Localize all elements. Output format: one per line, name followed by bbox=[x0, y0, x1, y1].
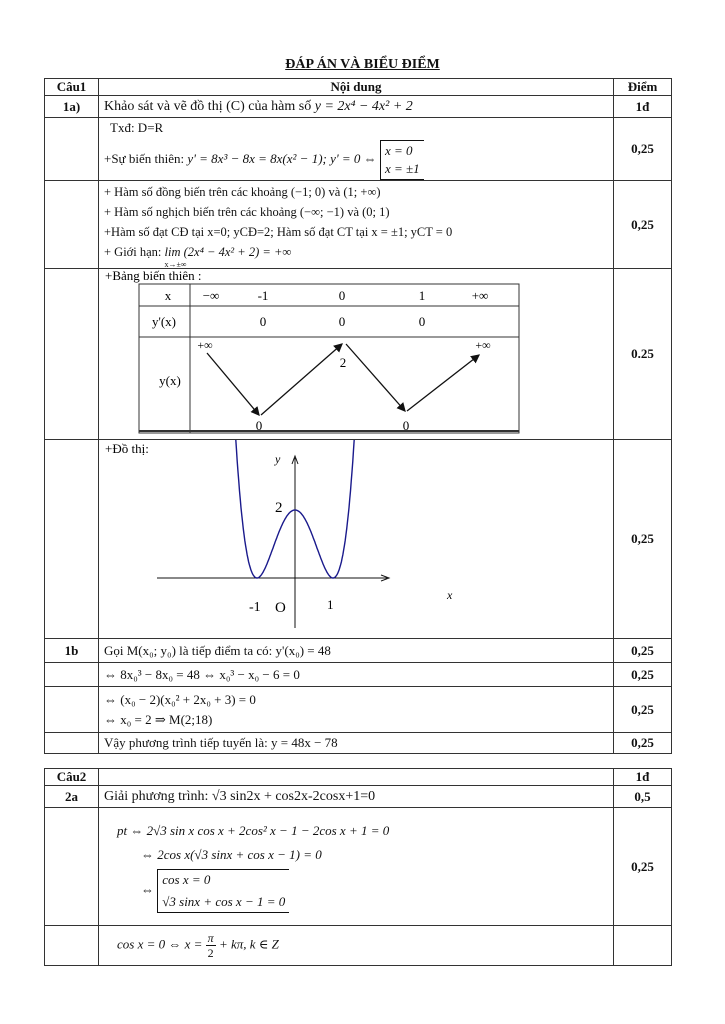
question-text: Giải phương trình: √3 sin2x + cos2x-2cosx+1=0 bbox=[99, 786, 614, 808]
graph-axis-x: x bbox=[447, 588, 453, 602]
row-text: Vậy phương trình tiếp tuyến là: y = 48x − 78 bbox=[99, 733, 614, 754]
score: 0,5 bbox=[614, 786, 672, 808]
row-text-line-2: ⇔ x₀ = 2 ⇒ M(2;18) bbox=[104, 711, 213, 727]
graph-origin: O bbox=[275, 600, 286, 616]
score: 0,25 bbox=[614, 687, 672, 733]
page-title: ĐÁP ÁN VÀ BIỂU ĐIỂM bbox=[285, 57, 440, 72]
yprime-zero-2: 0 bbox=[338, 314, 346, 329]
header-cau: Câu2 bbox=[45, 769, 99, 786]
variation-label: +Sự biến thiên: bbox=[104, 150, 185, 166]
table-header-row bbox=[45, 79, 672, 96]
score: 0,25 bbox=[614, 808, 672, 926]
question-text: Khảo sát và vẽ đồ thị (C) của hàm số bbox=[104, 98, 312, 114]
domain-text: Txđ: D=R bbox=[110, 120, 164, 135]
limit-label: + Giới hạn: bbox=[104, 244, 162, 259]
equiv-arrow: ⇔ bbox=[141, 881, 154, 897]
yval-max: 2 bbox=[339, 355, 347, 370]
extrema-text: +Hàm số đạt CĐ tại x=0; yCĐ=2; Hàm số đạt CT tại x = ±1; yCT = 0 bbox=[104, 224, 453, 239]
variation-table-label: +Bảng biến thiên : bbox=[105, 269, 202, 283]
table-header-row bbox=[45, 769, 672, 786]
solution-line-2: ⇔ 2cos x(√3 sinx + cos x − 1) = 0 bbox=[141, 846, 322, 862]
xrow-minus-one: -1 bbox=[257, 288, 269, 303]
question-label: 1b bbox=[45, 639, 99, 663]
table-row bbox=[45, 181, 672, 269]
table-row bbox=[45, 118, 672, 181]
y-label: y(x) bbox=[159, 373, 181, 388]
score: 0.25 bbox=[614, 269, 672, 440]
table-row bbox=[45, 96, 672, 118]
table-row bbox=[45, 663, 672, 687]
header-score: 1đ bbox=[614, 769, 672, 786]
score: 1đ bbox=[614, 96, 672, 118]
score: 0,25 bbox=[614, 733, 672, 754]
header-score: Điểm bbox=[614, 79, 672, 96]
table-row bbox=[45, 808, 672, 926]
header-content: Nội dung bbox=[99, 79, 614, 96]
graph-tick-minus-1: -1 bbox=[249, 600, 261, 615]
graph-tick-1: 1 bbox=[327, 597, 334, 612]
yval-pos-inf-left: +∞ bbox=[197, 338, 213, 352]
solution-pre: cos x = 0 ⇔ x = bbox=[117, 936, 203, 952]
xrow-pos-inf: +∞ bbox=[471, 288, 489, 303]
question-label: 1a) bbox=[45, 96, 99, 118]
solution-post: + kπ, k ∈ Z bbox=[218, 936, 279, 952]
graph-tick-2: 2 bbox=[275, 500, 283, 516]
solution-bracket: x = 0 x = ±1 bbox=[380, 140, 424, 180]
xrow-neg-inf: −∞ bbox=[202, 288, 220, 303]
decreasing-intervals: + Hàm số nghịch biến trên các khoảng (−∞; −1) và (0; 1) bbox=[104, 204, 390, 219]
table-row bbox=[45, 926, 672, 966]
yval-min-2: 0 bbox=[402, 418, 410, 433]
pi-over-2: $\frac{\pi}{2}$ bbox=[207, 931, 214, 960]
graph-axis-y: y bbox=[275, 452, 281, 466]
derivative-formula: y' = 8x³ − 8x = 8x(x² − 1); y' = 0 ⇔ bbox=[187, 150, 377, 166]
yval-min-1: 0 bbox=[255, 418, 263, 433]
table-row bbox=[45, 733, 672, 754]
question-label: 2a bbox=[45, 786, 99, 808]
yprime-zero-1: 0 bbox=[259, 314, 267, 329]
yprime-label: y'(x) bbox=[151, 314, 177, 329]
solution-line-1: pt ⇔ 2√3 sin x cos x + 2cos² x − 1 − 2cos x + 1 = 0 bbox=[117, 822, 390, 838]
xrow-one: 1 bbox=[418, 288, 426, 303]
yprime-zero-3: 0 bbox=[418, 314, 426, 329]
variation-table bbox=[99, 269, 619, 435]
row-text: Gọi M(x₀; y₀) là tiếp điểm ta có: y'(x₀) = 48 bbox=[99, 639, 614, 663]
xrow-zero: 0 bbox=[338, 288, 346, 303]
table-row bbox=[45, 687, 672, 733]
row-text-line-1: ⇔ (x₀ − 2)(x₀² + 2x₀ + 3) = 0 bbox=[104, 691, 256, 707]
score: 0,25 bbox=[614, 181, 672, 269]
solution-bracket: cos x = 0 √3 sinx + cos x − 1 = 0 bbox=[157, 869, 289, 913]
answer-table-1 bbox=[44, 78, 672, 754]
limit-formula: lim (2x⁴ − 4x² + 2) = +∞ bbox=[164, 244, 292, 259]
answer-table-2 bbox=[44, 768, 672, 966]
table-row bbox=[45, 269, 672, 440]
row-text: ⇔ 8x₀³ − 8x₀ = 48 ⇔ x₀³ − x₀ − 6 = 0 bbox=[99, 663, 614, 687]
limit-subscript: x→±∞ bbox=[164, 259, 187, 269]
increasing-intervals: + Hàm số đồng biến trên các khoảng (−1; 0) và (1; +∞) bbox=[104, 184, 381, 199]
score: 0,25 bbox=[614, 663, 672, 687]
yval-pos-inf-right: +∞ bbox=[475, 338, 491, 352]
xrow-x: x bbox=[164, 288, 172, 303]
score: 0,25 bbox=[614, 118, 672, 181]
table-row bbox=[45, 440, 672, 639]
function-graph bbox=[99, 440, 619, 634]
table-row bbox=[45, 639, 672, 663]
score: 0,25 bbox=[614, 440, 672, 639]
table-row bbox=[45, 786, 672, 808]
graph-label: +Đồ thị: bbox=[105, 441, 149, 456]
score: 0,25 bbox=[614, 639, 672, 663]
function-formula: y = 2x⁴ − 4x² + 2 bbox=[314, 98, 413, 114]
header-cau: Câu1 bbox=[45, 79, 99, 96]
